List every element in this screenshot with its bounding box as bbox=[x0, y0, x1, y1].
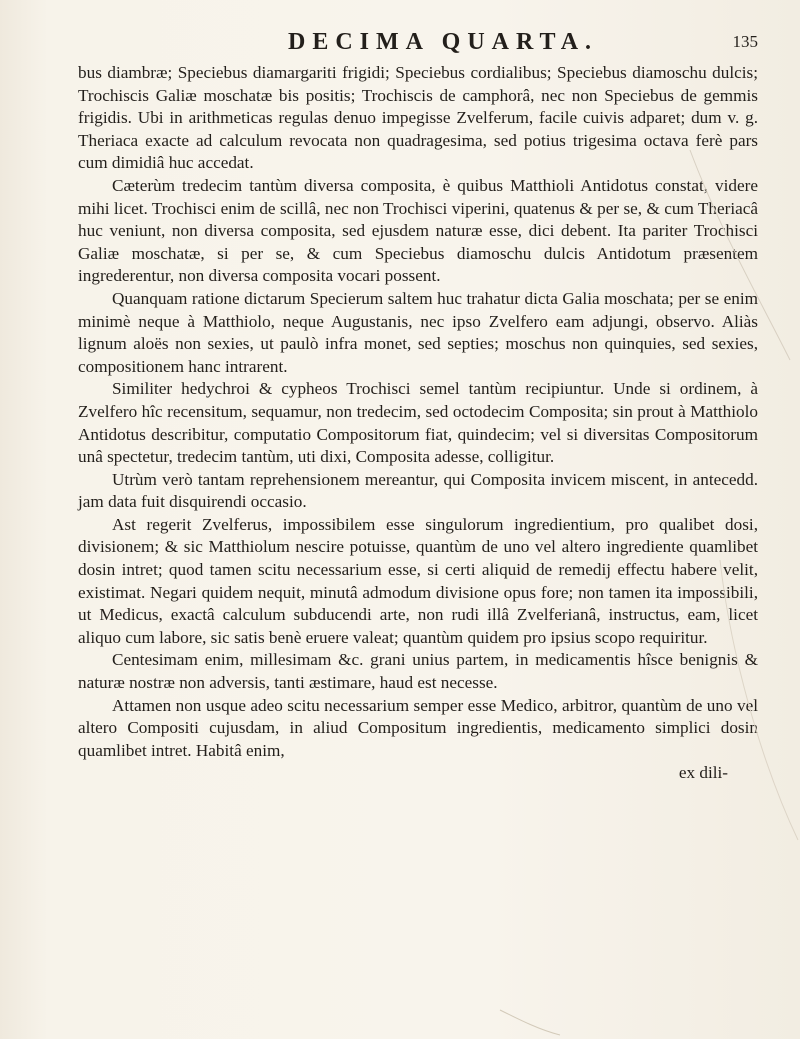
paragraph: bus diambræ; Speciebus diamargariti frigidi; Speciebus cordialibus; Speciebus diamoschu dulcis; Trochiscis Galiæ moschatæ bis positis; Trochiscis de camphorâ, nec non Speciebus de gemmis frigidis. Ubi in arithmeticas regulas denuo impegisse Zvelferum, facile cuivis adparet; dum v. g. Theriaca exacte ad calculum revocata non quadragesima, sed potius trigesima octava ferè pars cum dimidiâ huc accedat. bbox=[78, 63, 758, 173]
paragraph: Centesimam enim, millesimam &c. grani unius partem, in medicamentis hîsce benignis & naturæ nostræ non adversis, tanti æstimare, haud est necesse. bbox=[78, 650, 758, 693]
paragraph: Cæterùm tredecim tantùm diversa composita, è quibus Matthioli Antidotus constat, videre mihi licet. Trochisci enim de scillâ, nec non Trochisci viperini, quatenus & per se, & cum Theriacâ huc veniunt, non diversa composita, sed ejusdem naturæ esse, dici debent. Ita pariter Trochisci Galiæ moschatæ, si per se, & cum Speciebus diamoschu dulcis Antidotum præsentem ingrederentur, non diversa composita vocari possent. bbox=[78, 175, 758, 286]
paragraph: Quanquam ratione dictarum Specierum saltem huc trahatur dicta Galia moschata; per se enim minimè neque à Matthiolo, neque Augustanis, nec ipso Zvelfero eam adjungi, observo. Aliàs lignum aloës non sexies, ut paulò infra monet, sed septies; moschus non quinquies, sed sexies, compositionem hanc intrarent. bbox=[78, 288, 758, 376]
running-head: DECIMA QUARTA. bbox=[288, 29, 599, 55]
paragraph: Similiter hedychroi & cypheos Trochisci semel tantùm recipiuntur. Unde si ordinem, à Zvelfero hîc recensitum, sequamur, non tredecim, sed octodecim Composita; sin prout à Matthiolo Antidotus describitur, computatio Compositorum fiat, quindecim; vel si diversitas Compositorum unâ spectetur, tredecim tantùm, uti dixi, Composita adesse, colligitur. bbox=[78, 379, 758, 467]
paragraph: Ast regerit Zvelferus, impossibilem esse singulorum ingredientium, pro qualibet dosi, divisionem; & sic Matthiolum nescire potuisse, quantùm de uno vel altero ingrediente quamlibet dosin intret; quod tamen scitu necessarium esse, si certi aliquid de remedij effectu habere velit, existimat. Negari quidem nequit, minutâ admodum divisione opus fore; non tamen ita impossibili, ut Medicus, exactâ calculum subducendi arte, non rudi illâ Zvelferianâ, instructus, eam, licet aliquo cum labore, sic satis benè eruere valeat; quantùm quidem pro ipsius scopo requiritur. bbox=[78, 514, 758, 647]
paragraph: Attamen non usque adeo scitu necessarium semper esse Medico, arbitror, quantùm de uno vel altero Compositi cujusdam, in aliud Compositum ingredientis, medicamento simplici dosin quamlibet intret. Habitâ enim, bbox=[78, 695, 758, 760]
page-number: 135 bbox=[732, 32, 758, 51]
catchword: ex dili- bbox=[678, 763, 728, 783]
page-header bbox=[78, 22, 758, 62]
paragraph: Utrùm verò tantam reprehensionem mereantur, qui Composita invicem miscent, in antecedd. jam data fuit disquirendi occasio. bbox=[78, 469, 758, 512]
body-text bbox=[78, 62, 758, 762]
